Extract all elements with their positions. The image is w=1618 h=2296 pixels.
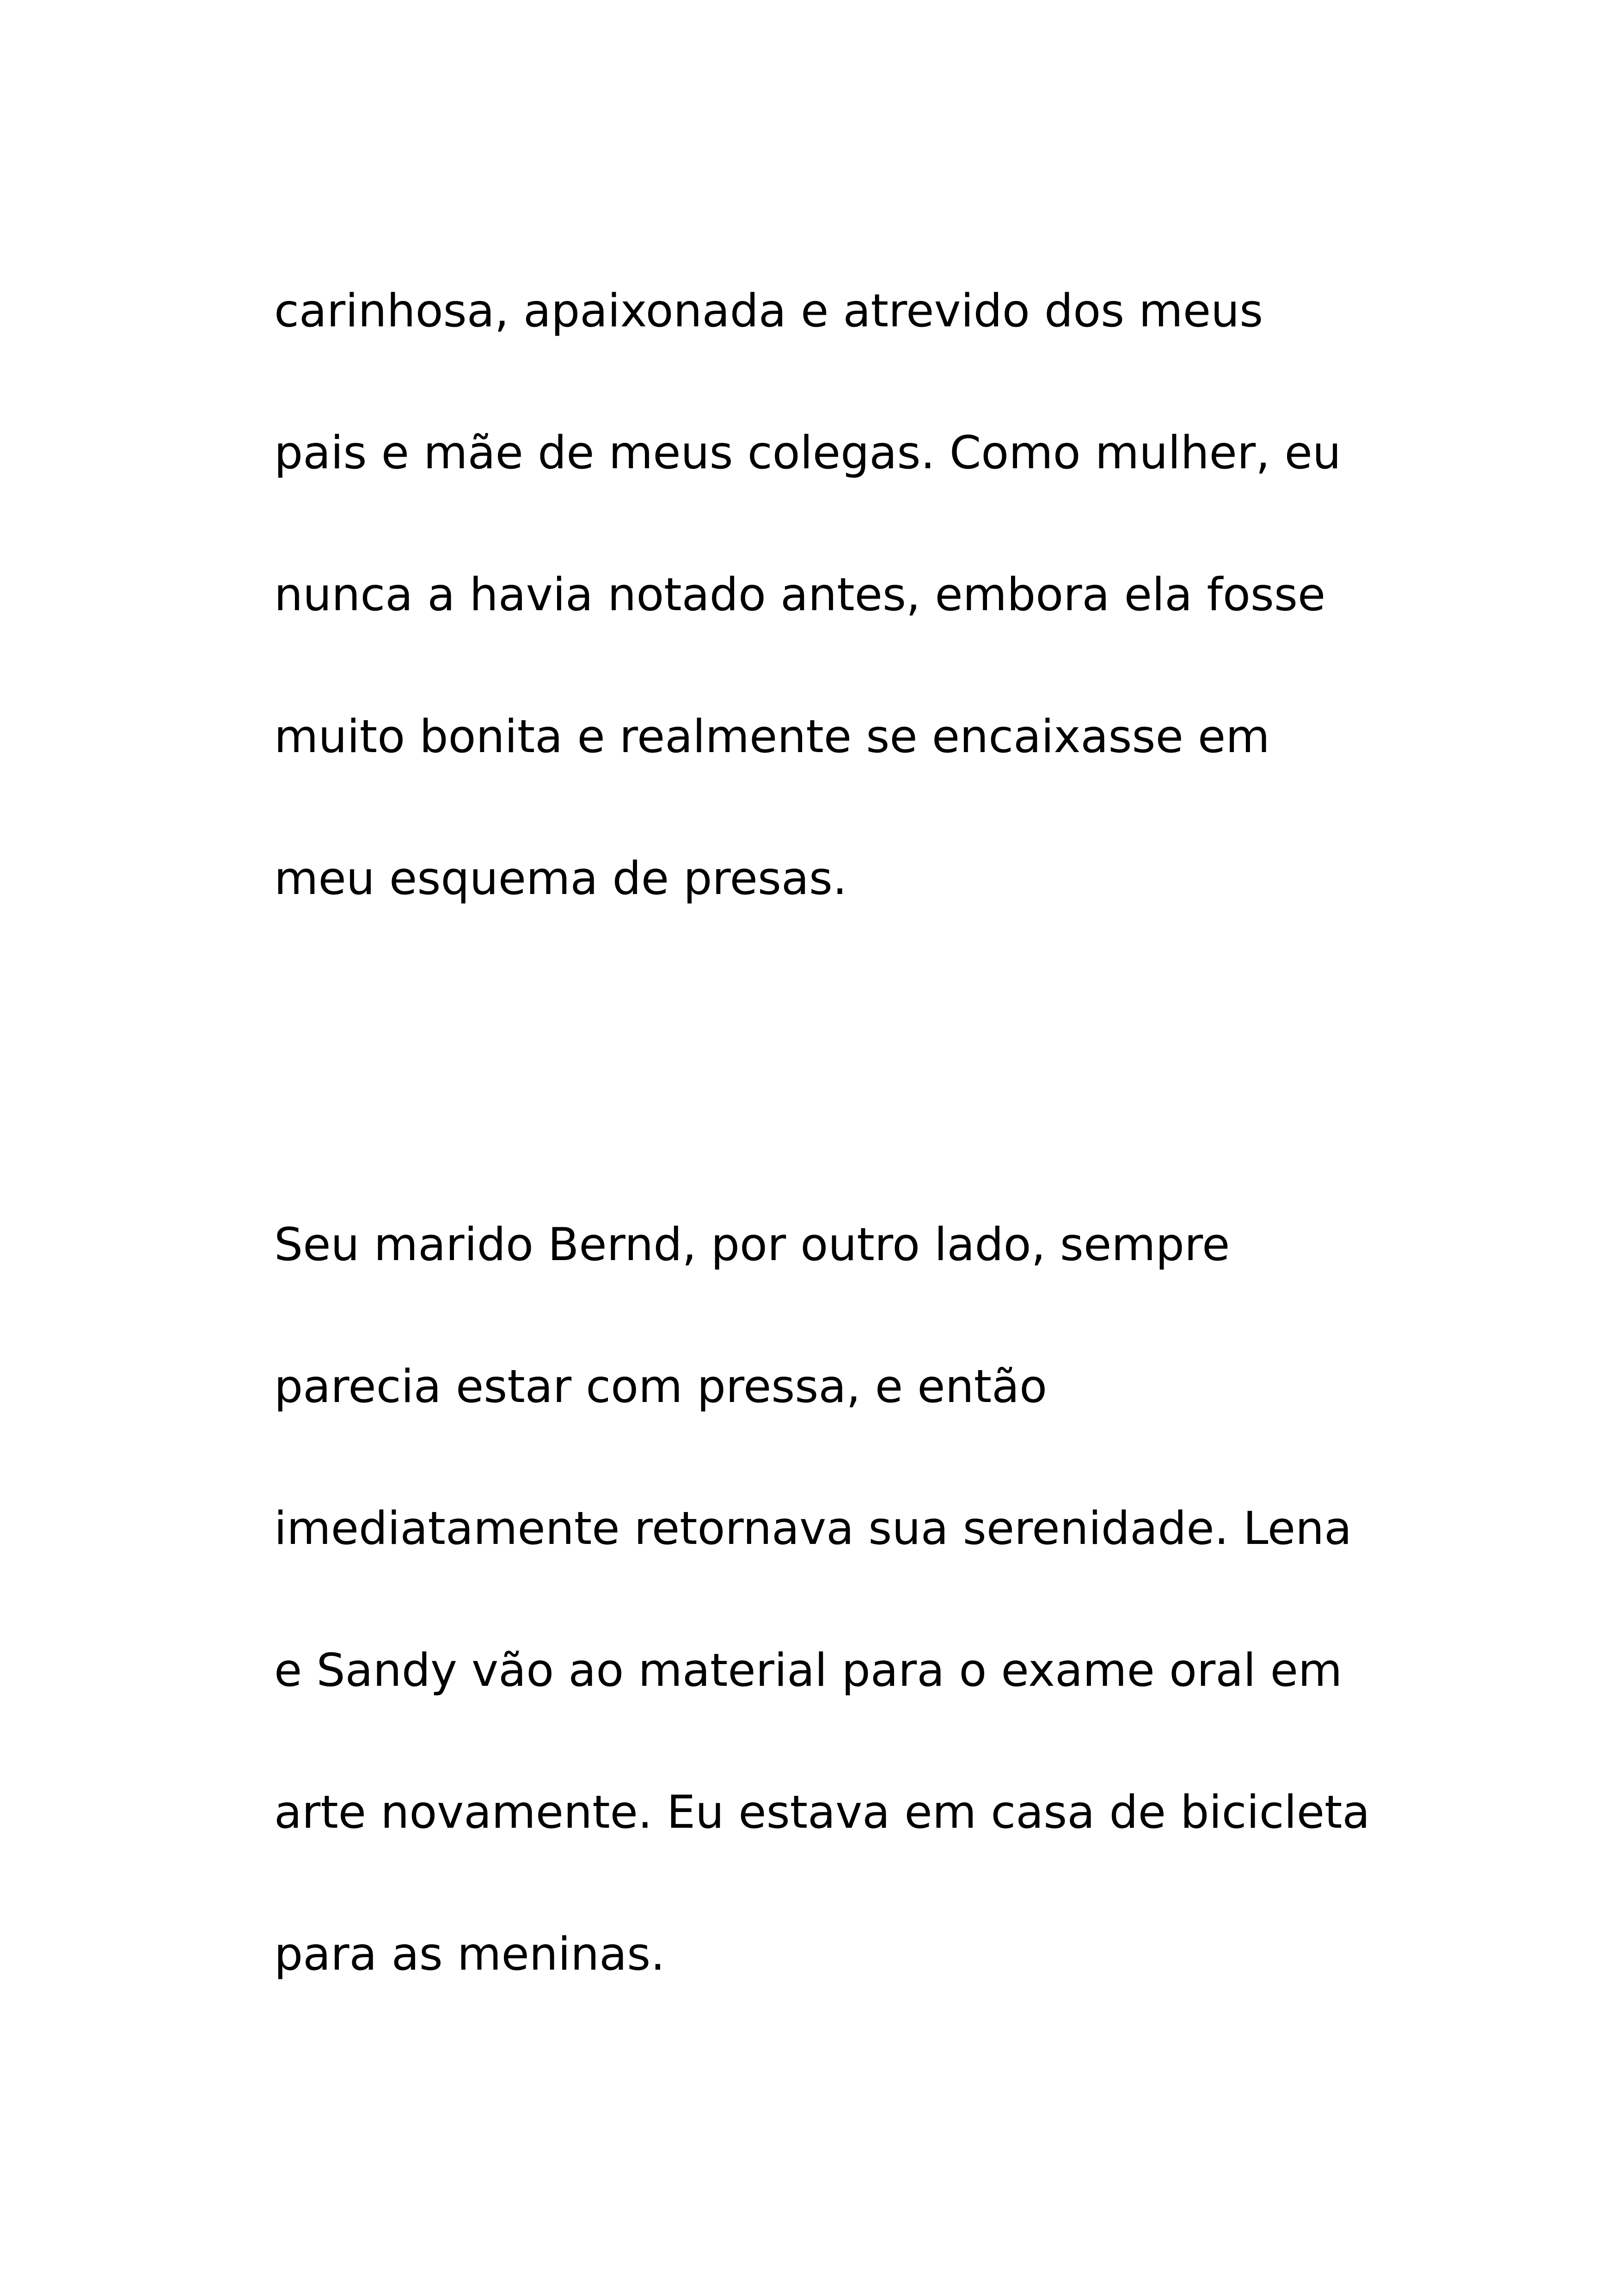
text-line: muito bonita e realmente se encaixasse em <box>274 710 1270 763</box>
text-line: parecia estar com pressa, e então <box>274 1360 1048 1413</box>
text-line: carinhosa, apaixonada e atrevido dos meus <box>274 285 1263 337</box>
text-line: nunca a havia notado antes, embora ela fosse <box>274 569 1326 621</box>
text-line: imediatamente retornava sua serenidade. Lena <box>274 1502 1352 1555</box>
text-line: arte novamente. Eu estava em casa de bicicleta <box>274 1786 1370 1839</box>
text-line: para as meninas. <box>274 1928 665 1981</box>
text-line: e Sandy vão ao material para o exame oral em <box>274 1644 1342 1697</box>
text-line: pais e mãe de meus colegas. Como mulher, eu <box>274 427 1341 479</box>
text-line: Seu marido Bernd, por outro lado, sempre <box>274 1218 1230 1271</box>
text-line: meu esquema de presas. <box>274 852 847 905</box>
paragraph <box>274 240 1430 950</box>
paragraph <box>274 1174 1430 2026</box>
